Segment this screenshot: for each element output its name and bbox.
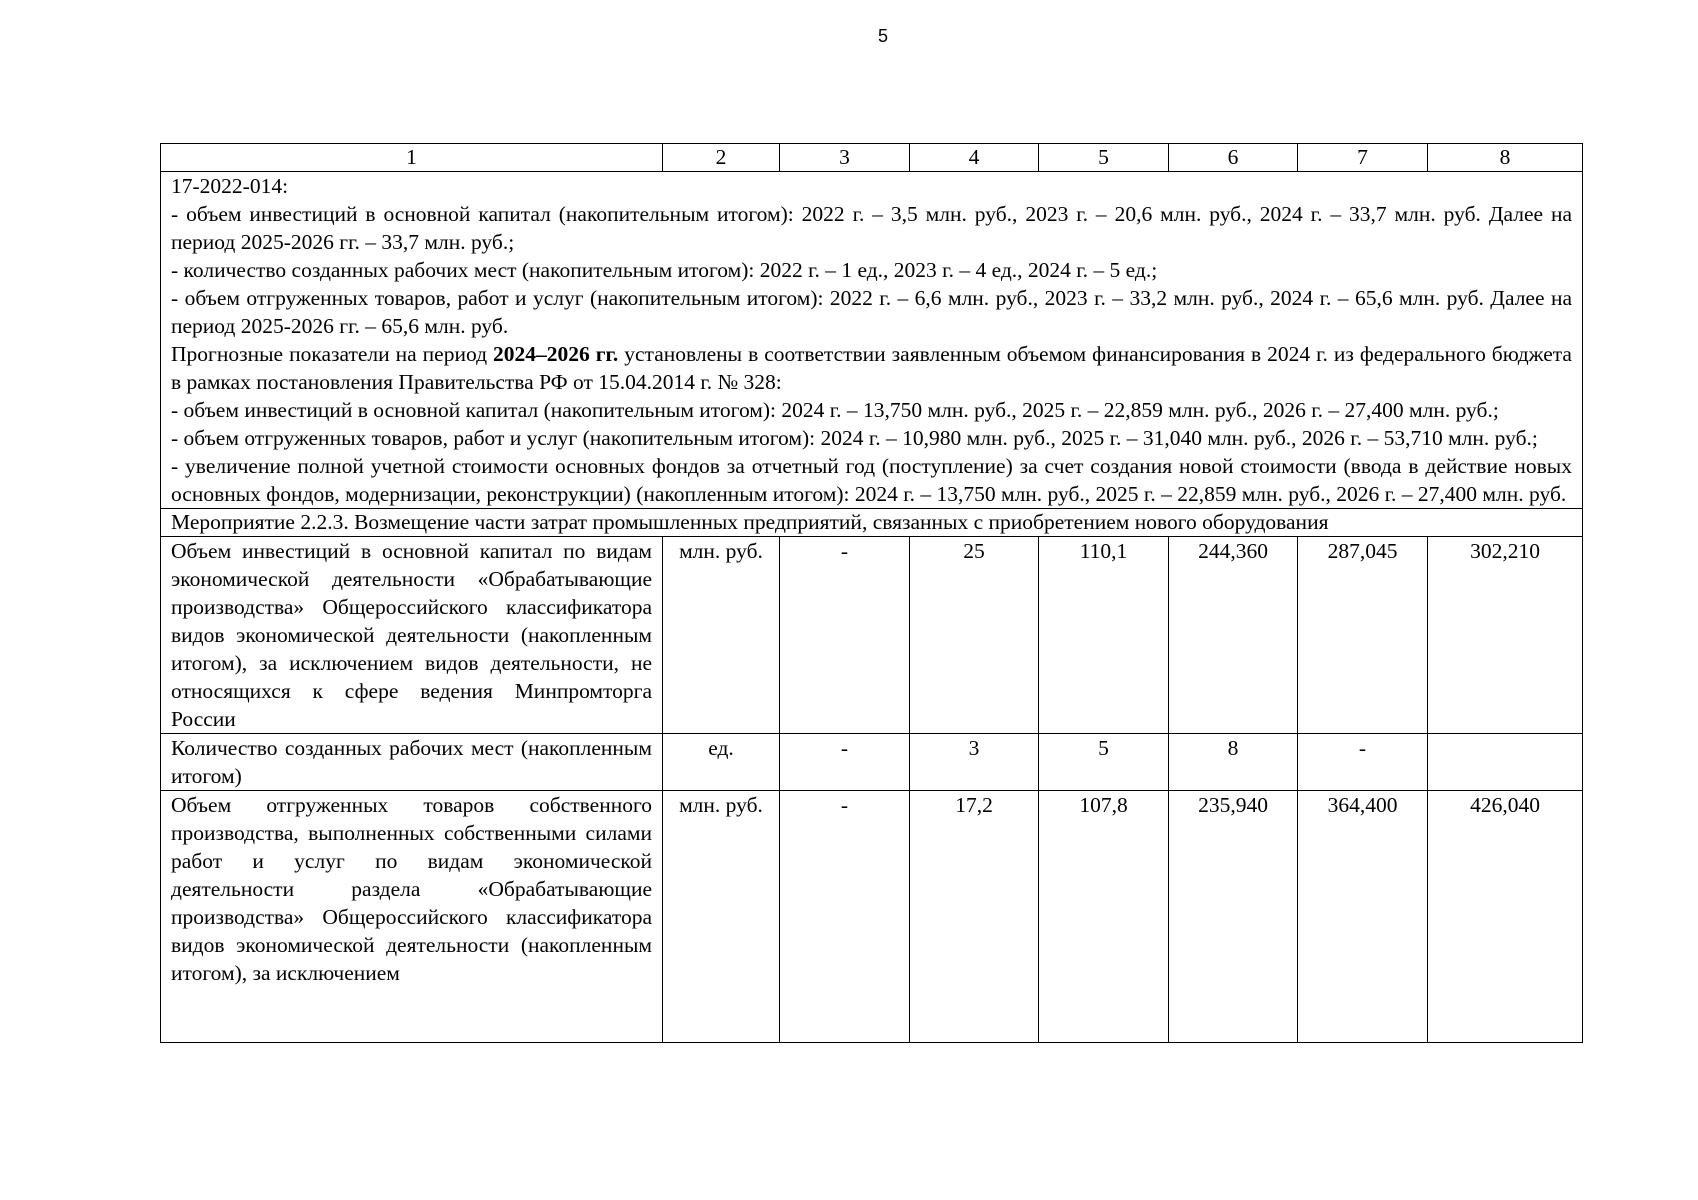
table-header-row bbox=[161, 144, 1583, 172]
event-title: Мероприятие 2.2.3. Возмещение части затрат промышленных предприятий, связанных с приобретением нового оборудования bbox=[161, 509, 1583, 537]
text-line: - объем отгруженных товаров, работ и услуг (накопительным итогом): 2024 г. – 10,980 млн. руб., 2025 г. – 31,040 млн. руб., 2026 г. – 53,710 млн. руб.; bbox=[171, 426, 1538, 450]
forecast-paragraph bbox=[171, 340, 1572, 396]
text-line: - объем инвестиций в основной капитал (накопительным итогом): 2022 г. – 3,5 млн. руб., 2023 г. – 20,6 млн. руб., 2024 г. – 33,7 млн. руб. Далее на период 2025-2026 гг. – 33,7 млн. руб.; bbox=[171, 202, 1572, 254]
value-cell: 302,210 bbox=[1428, 537, 1583, 734]
header-cell: 2 bbox=[663, 144, 780, 172]
forecast-prefix: Прогнозные показатели на период bbox=[171, 342, 494, 366]
header-cell: 8 bbox=[1428, 144, 1583, 172]
unit-cell: млн. руб. bbox=[663, 537, 780, 734]
value-cell: 235,940 bbox=[1169, 791, 1298, 1043]
event-title-row bbox=[161, 509, 1583, 537]
value-cell: 8 bbox=[1169, 734, 1298, 791]
unit-cell: млн. руб. bbox=[663, 791, 780, 1043]
value-cell: 107,8 bbox=[1039, 791, 1169, 1043]
indicator-name: Количество созданных рабочих мест (накопленным итогом) bbox=[161, 734, 663, 791]
page-number: 5 bbox=[877, 26, 888, 46]
header-cell: 3 bbox=[780, 144, 910, 172]
value-cell: 244,360 bbox=[1169, 537, 1298, 734]
value-cell: 287,045 bbox=[1298, 537, 1428, 734]
indicators-table bbox=[160, 143, 1583, 1043]
value-cell bbox=[1428, 734, 1583, 791]
value-cell: 110,1 bbox=[1039, 537, 1169, 734]
value-cell: 5 bbox=[1039, 734, 1169, 791]
value-cell: 426,040 bbox=[1428, 791, 1583, 1043]
text-line: - увеличение полной учетной стоимости основных фондов за отчетный год (поступление) за счет создания новой стоимости (ввода в действие новых основных фондов, модернизации, реконструкции) (накопленным итогом): 2024 г. – 13,750 млн. руб., 2025 г. – 22,859 млн. руб., 2026 г. – 27,400 млн. руб. bbox=[171, 454, 1572, 506]
value-cell: 25 bbox=[910, 537, 1039, 734]
header-cell: 5 bbox=[1039, 144, 1169, 172]
forecast-suffix: установлены в соответствии заявленным объемом финансирования в 2024 г. из федерального бюджета в рамках постановления Правительства РФ от 15.04.2014 г. № 328: bbox=[171, 342, 1572, 394]
header-cell: 6 bbox=[1169, 144, 1298, 172]
header-cell: 1 bbox=[161, 144, 663, 172]
value-cell: - bbox=[780, 734, 910, 791]
table-row bbox=[161, 734, 1583, 791]
text-line: - количество созданных рабочих мест (накопительным итогом): 2022 г. – 1 ед., 2023 г. – 4 ед., 2024 г. – 5 ед.; bbox=[171, 258, 1158, 282]
forecast-period: 2024–2026 гг. bbox=[493, 342, 619, 366]
header-cell: 4 bbox=[910, 144, 1039, 172]
value-cell: - bbox=[780, 537, 910, 734]
text-line: - объем инвестиций в основной капитал (накопительным итогом): 2024 г. – 13,750 млн. руб., 2025 г. – 22,859 млн. руб., 2026 г. – 27,400 млн. руб.; bbox=[171, 398, 1499, 422]
table-row bbox=[161, 791, 1583, 1043]
text-block-cell bbox=[161, 172, 1583, 509]
indicator-name: Объем отгруженных товаров собственного производства, выполненных собственными силами работ и услуг по видам экономической деятельности раздела «Обрабатывающие производства» Общероссийского классификатора видов экономической деятельности (накопленным итогом), за исключением bbox=[161, 791, 663, 1043]
value-cell: 17,2 bbox=[910, 791, 1039, 1043]
text-block-row bbox=[161, 172, 1583, 509]
value-cell: 3 bbox=[910, 734, 1039, 791]
table-row bbox=[161, 537, 1583, 734]
value-cell: 364,400 bbox=[1298, 791, 1428, 1043]
header-cell: 7 bbox=[1298, 144, 1428, 172]
value-cell: - bbox=[780, 791, 910, 1043]
text-line: - объем отгруженных товаров, работ и услуг (накопительным итогом): 2022 г. – 6,6 млн. руб., 2023 г. – 33,2 млн. руб., 2024 г. – 65,6 млн. руб. Далее на период 2025-2026 гг. – 65,6 млн. руб. bbox=[171, 286, 1572, 338]
value-cell: - bbox=[1298, 734, 1428, 791]
unit-cell: ед. bbox=[663, 734, 780, 791]
project-code: 17-2022-014: bbox=[171, 174, 289, 198]
indicator-name: Объем инвестиций в основной капитал по видам экономической деятельности «Обрабатывающие производства» Общероссийского классификатора видов экономической деятельности (накопленным итогом), за исключением видов деятельности, не относящихся к сфере ведения Минпромторга России bbox=[161, 537, 663, 734]
